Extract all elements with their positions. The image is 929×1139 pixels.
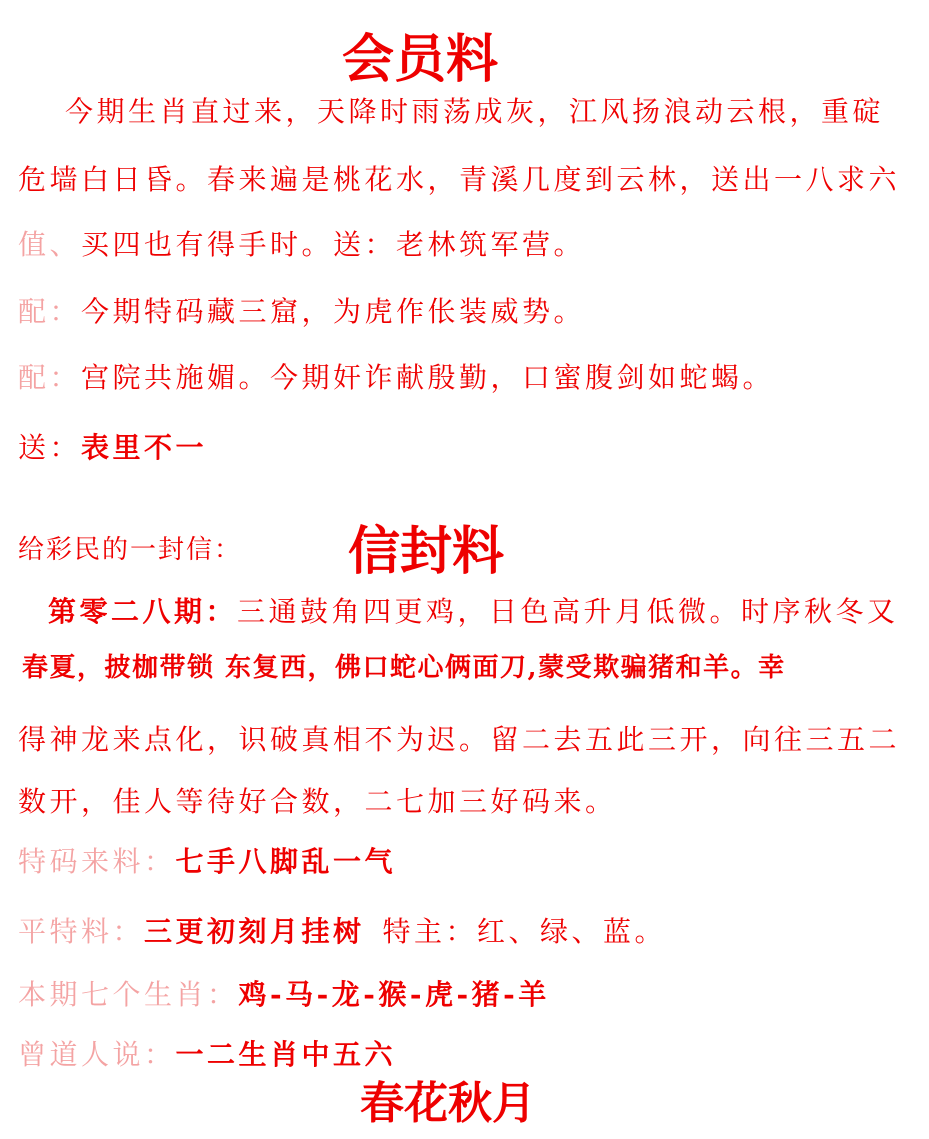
member-title: 会员料 (341, 29, 498, 90)
flat-code-label: 平特料： (18, 915, 145, 948)
member-verse-line-3 (18, 229, 585, 261)
member-gift (18, 432, 207, 464)
member-pair-1-label: 配： (18, 295, 82, 328)
member-gift-text: 表里不一 (81, 431, 208, 464)
member-verse-line-1: 今期生肖直过来，天降时雨荡成灰，江风扬浪动云根，重碇 (65, 95, 885, 128)
special-code-value: 七手八脚乱一气 (175, 845, 397, 878)
letter-line-2: 春夏，披枷带锁 东复西，佛口蛇心俩面刀,蒙受欺骗猪和羊。幸 (22, 653, 786, 683)
flat-code-value: 三更初刻月挂树 (144, 915, 365, 948)
member-pair-2-label: 配： (18, 361, 82, 394)
zodiac-value: 鸡-马-龙-猴-虎-猪-羊 (238, 978, 550, 1011)
letter-line-1 (48, 596, 899, 628)
member-pair-1-text: 今期特码藏三窟，为虎作伥装威势。 (81, 295, 586, 328)
letter-title: 信封料 (347, 521, 504, 582)
member-verse-line-3-prefix: 值、 (18, 228, 82, 261)
saying-line (18, 1039, 396, 1071)
letter-line-3: 得神龙来点化，识破真相不为迟。留二去五此三开，向往三五二 (18, 723, 901, 756)
member-gift-label: 送： (18, 431, 82, 464)
letter-period: 第零二八期： (48, 595, 238, 628)
special-code-line (18, 846, 396, 878)
member-pair-2-text: 宫院共施媚。今期奸诈献殷勤，口蜜腹剑如蛇蝎。 (81, 361, 775, 394)
member-pair-1 (18, 296, 585, 328)
member-verse-line-2: 危墙白日昏。春来遍是桃花水，青溪几度到云林，送出一八求六 (18, 163, 901, 196)
zodiac-line (18, 979, 550, 1011)
letter-line-4: 数开，佳人等待好合数，二七加三好码来。 (18, 785, 617, 818)
letter-intro: 给彩民的一封信： (18, 535, 243, 565)
member-pair-2 (18, 362, 774, 394)
special-code-label: 特码来料： (18, 845, 176, 878)
saying-value: 一二生肖中五六 (175, 1038, 397, 1071)
zodiac-label: 本期七个生肖： (18, 978, 239, 1011)
flat-code-extra: 特主：红、绿、蓝。 (382, 915, 667, 948)
saying-label: 曾道人说： (18, 1038, 176, 1071)
member-verse-line-3-text: 买四也有得手时。送：老林筑军营。 (81, 228, 586, 261)
letter-line-1-text: 三通鼓角四更鸡，日色高升月低微。时序秋冬又 (237, 595, 899, 628)
flat-code-line (18, 916, 666, 948)
footer-title: 春花秋月 (360, 1078, 536, 1129)
